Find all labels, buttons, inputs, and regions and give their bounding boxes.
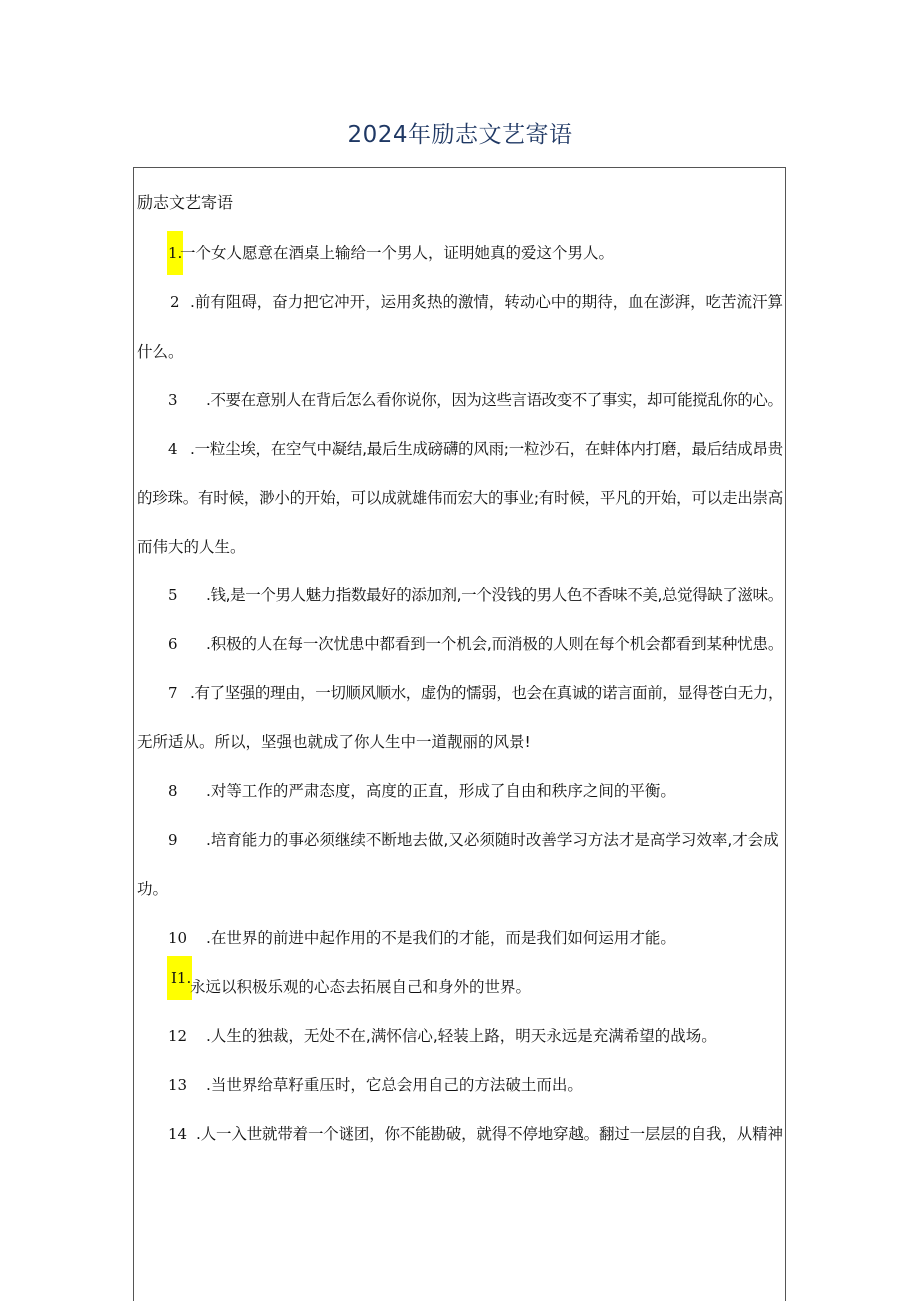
item-text: .前有阻碍，奋力把它冲开，运用炙热的激情，转动心中的期待，血在澎湃，吃苦流汗算 [190,293,783,311]
item-number: 2 [170,293,180,311]
item-text: 的珍珠。有时候，渺小的开始，可以成就雄伟而宏大的事业;有时候，平凡的开始，可以走出崇高 [137,489,783,507]
item-number: 4 [168,440,178,458]
item-number: 3 [168,391,178,409]
item-text: 永远以积极乐观的心态去拓展自己和身外的世界。 [190,978,532,996]
item-number: 6 [168,635,178,653]
item-text: 功。 [137,880,169,898]
item-number: 13 [168,1076,188,1094]
document-title: 2024年励志文艺寄语 [347,122,573,148]
item-text: .不要在意别人在背后怎么看你说你，因为这些言语改变不了事实，却可能搅乱你的心。 [206,391,783,409]
item-text: .积极的人在每一次忧患中都看到一个机会,而消极的人则在每个机会都看到某种忧患。 [206,635,784,653]
item-text: 无所适从。所以，坚强也就成了你人生中一道靓丽的风景! [137,733,531,751]
section-heading: 励志文艺寄语 [137,193,234,212]
item-text: .在世界的前进中起作用的不是我们的才能，而是我们如何运用才能。 [206,929,676,947]
item-text: .有了坚强的理由，一切顺风顺水，虚伪的懦弱，也会在真诚的诺言面前，显得苍白无力， [190,684,784,702]
item-text: .一粒尘埃，在空气中凝结,最后生成磅礴的风雨;一粒沙石，在蚌体内打磨，最后结成昂贵 [190,440,783,458]
item-text: 一个女人愿意在酒桌上输给一个男人，证明她真的爱这个男人。 [180,244,615,262]
item-text: 什么。 [137,343,184,361]
item-text: .对等工作的严肃态度，高度的正直，形成了自由和秩序之间的平衡。 [206,782,676,800]
item-number: 8 [168,782,178,800]
item-number: 9 [168,831,178,849]
item-text: .人生的独裁，无处不在,满怀信心,轻装上路，明天永远是充满希望的战场。 [206,1027,717,1045]
item-number-highlighted: 1. [167,231,183,275]
item-text: .当世界给草籽重压时，它总会用自己的方法破土而出。 [206,1076,583,1094]
item-number: 12 [168,1027,188,1045]
item-number: 10 [168,929,188,947]
item-text: 而伟大的人生。 [137,538,246,556]
item-number-highlighted: I1. [167,956,192,1000]
item-number: 5 [168,586,178,604]
item-number: 14 [168,1125,188,1143]
item-text: .培育能力的事必须继续不断地去做,又必须随时改善学习方法才是高学习效率,才会成 [206,831,779,849]
item-text: .人一入世就带着一个谜团，你不能勘破，就得不停地穿越。翻过一层层的自我，从精神 [196,1125,783,1143]
item-number: 7 [168,684,178,702]
item-text: .钱,是一个男人魅力指数最好的添加剂,一个没钱的男人色不香味不美,总觉得缺了滋味。 [206,586,783,604]
